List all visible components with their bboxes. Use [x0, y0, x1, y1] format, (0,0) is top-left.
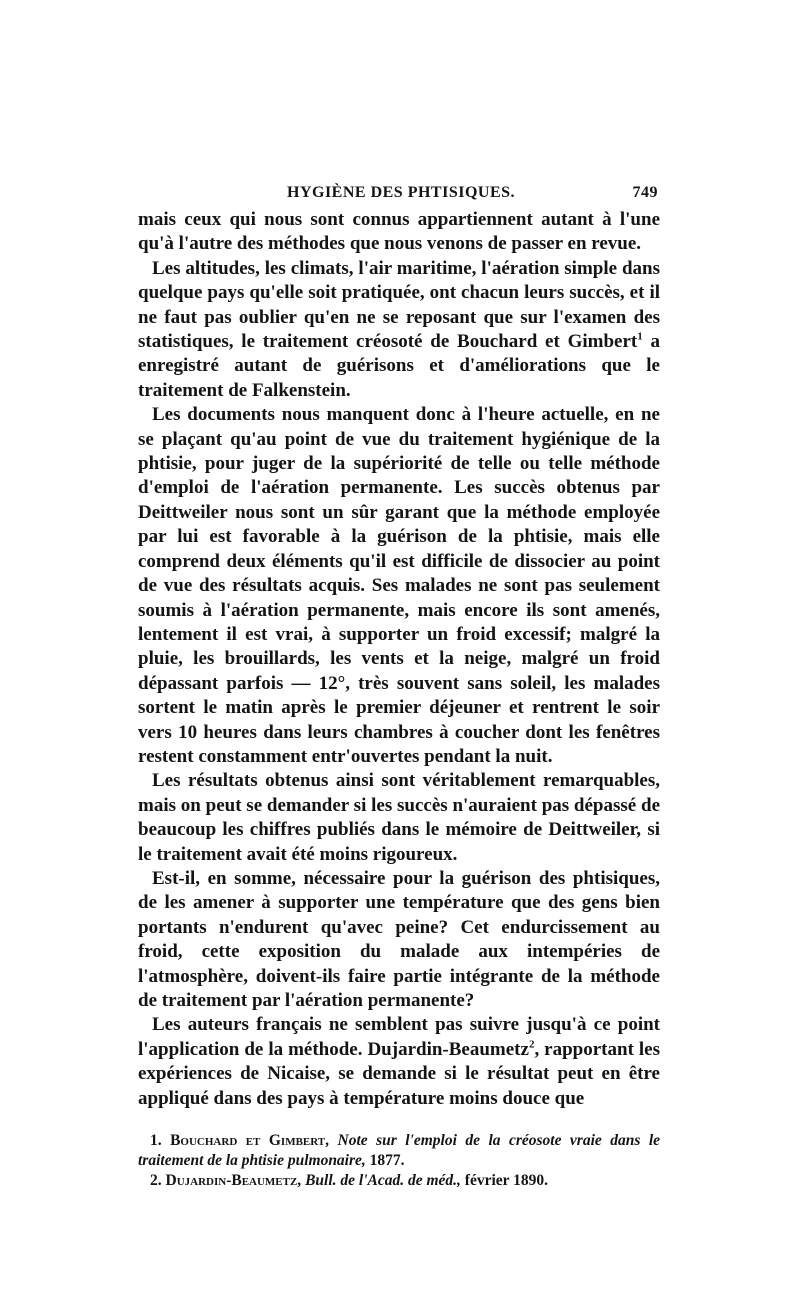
- footnote-ref-1: 1: [637, 330, 643, 343]
- paragraph-4-text: Les résultats obtenus ainsi sont véritablement remarquables, mais on peut se demander si les succès n'auraient pas dépassé de beaucoup les chiffres publiés dans le mémoire de Deittweiler, si le traitement avait été moins rigoureux.: [138, 770, 660, 865]
- footnote-2-number: 2.: [150, 1172, 162, 1190]
- paragraph-1-text: mais ceux qui nous sont connus appartiennent autant à l'une qu'à l'autre des méthodes que nous venons de passer en revue.: [138, 209, 660, 255]
- footnote-1-year: 1877.: [369, 1152, 405, 1170]
- paragraph-6-text-b: , rapportant les expériences de Nicaise, se demande si le résultat peut en être appliqué dans des pays à température moins douce que: [138, 1038, 660, 1109]
- page-header: [138, 182, 660, 208]
- page-number: 749: [632, 184, 658, 201]
- footnote-1-author: Bouchard et Gimbert,: [170, 1132, 330, 1150]
- paragraph-6: [138, 1013, 660, 1111]
- footnote-1: [138, 1131, 660, 1171]
- paragraph-4: [138, 769, 660, 867]
- footnote-2-date: février 1890.: [464, 1172, 549, 1190]
- paragraph-2-text-b: a enregistré autant de guérisons et d'améliorations que le traitement de Falkenstein.: [138, 331, 660, 401]
- footnotes: [138, 1131, 660, 1191]
- paragraph-3: [138, 403, 660, 769]
- running-title: HYGIÈNE DES PHTISIQUES.: [287, 184, 516, 201]
- paragraph-5: [138, 867, 660, 1013]
- footnote-ref-2: 2: [528, 1038, 535, 1051]
- paragraph-1: [138, 208, 660, 257]
- paragraph-3-text: Les documents nous manquent donc à l'heure actuelle, en ne se plaçant qu'au point de vue du traitement hygiénique de la phtisie, pour juger de la supériorité de telle ou telle méthode d'emploi de l'aération permanente. Les succès obtenus par Deittweiler nous sont un sûr garant que la méthode employée par lui est favorable à la guérison de la phtisie, mais elle comprend deux éléments qu'il est difficile de dissocier au point de vue des résultats acquis. Ses malades ne sont pas seulement soumis à l'aération permanente, mais encore ils sont amenés, lentement il est vrai, à supporter un froid excessif; malgré la pluie, les brouillards, les vents et la neige, malgré un froid dépassant parfois — 12°, très souvent sans soleil, les malades sortent le matin après le premier déjeuner et rentrent le soir vers 10 heures dans leurs chambres à coucher dont les fenêtres restent constamment entr'ouvertes pendant la nuit.: [138, 404, 660, 767]
- book-page: [138, 182, 660, 1191]
- footnote-2-author: Dujardin-Beaumetz,: [165, 1172, 302, 1190]
- footnote-1-title: Note sur l'emploi de la créosote vraie dans le traitement de la phtisie pulmonaire,: [138, 1132, 661, 1170]
- paragraph-5-text: Est-il, en somme, nécessaire pour la guérison des phtisiques, de les amener à supporter une température que des gens bien portants n'endurent qu'avec peine? Cet endurcissement au froid, cette exposition du malade aux intempéries de l'atmosphère, doivent-ils faire partie intégrante de la méthode de traitement par l'aération permanente?: [138, 867, 660, 1011]
- body-text: [138, 208, 660, 1111]
- paragraph-2: [138, 257, 660, 403]
- paragraph-6-text-a: Les auteurs français ne semblent pas suivre jusqu'à ce point l'application de la méthode. Dujardin-Beaumetz: [138, 1014, 660, 1060]
- footnote-2: [138, 1171, 660, 1191]
- footnote-1-number: 1.: [150, 1132, 162, 1150]
- paragraph-2-text-a: Les altitudes, les climats, l'air maritime, l'aération simple dans quelque pays qu'elle soit pratiquée, ont chacun leurs succès, et il ne faut pas oublier qu'en ne se reposant que sur l'examen des statistiques, le traitement créosoté de Bouchard et Gimbert: [138, 257, 660, 353]
- footnote-2-title: Bull. de l'Acad. de méd.,: [305, 1172, 461, 1190]
